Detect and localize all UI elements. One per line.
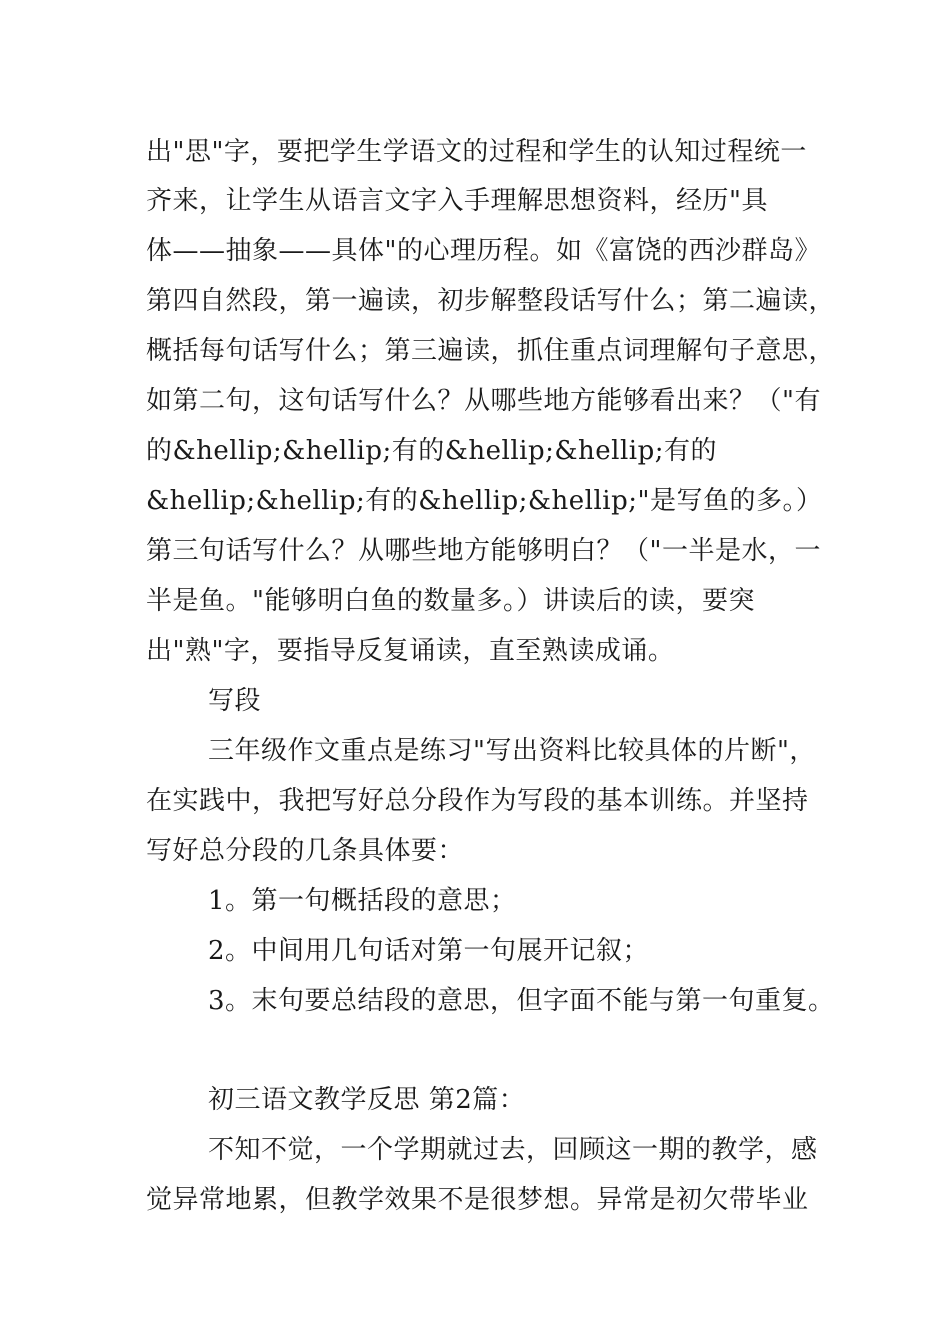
text-line: 的&hellip;&hellip;有的&hellip;&hellip;有的 [146, 436, 718, 466]
list-item: 1。第一句概括段的意思； [208, 886, 517, 916]
text-line: 第三句话写什么？从哪些地方能够明白？（"一半是水，一 [146, 536, 821, 566]
text-line: 齐来，让学生从语言文字入手理解思想资料，经历"具 [146, 186, 768, 216]
text-line: 三年级作文重点是练习"写出资料比较具体的片断"， [208, 736, 816, 766]
text-line: 出"熟"字，要指导反复诵读，直至熟读成诵。 [146, 636, 675, 666]
text-line: 写好总分段的几条具体要： [146, 836, 465, 866]
list-item: 2。中间用几句话对第一句展开记叙； [208, 936, 650, 966]
text-line: 第四自然段，第一遍读，初步解整段话写什么；第二遍读， [146, 286, 836, 316]
text-line: 体——抽象——具体"的心理历程。如《富饶的西沙群岛》 [146, 236, 821, 266]
section-heading: 写段 [208, 686, 262, 716]
text-line: 半是鱼。"能够明白鱼的数量多。）讲读后的读，要突 [146, 586, 755, 616]
text-line: 不知不觉，一个学期就过去，回顾这一期的教学，感 [208, 1135, 818, 1165]
text-line: 概括每句话写什么；第三遍读，抓住重点词理解句子意思， [146, 336, 836, 366]
text-line: 如第二句，这句话写什么？从哪些地方能够看出来？（"有 [146, 386, 821, 416]
article-heading: 初三语文教学反思 第2篇： [208, 1085, 526, 1115]
text-line: &hellip;&hellip;有的&hellip;&hellip;"是写鱼的多。） [146, 486, 823, 516]
text-line: 出"思"字，要把学生学语文的过程和学生的认知过程统一 [146, 137, 807, 167]
list-item: 3。末句要总结段的意思，但字面不能与第一句重复。 [208, 986, 835, 1016]
text-line: 觉异常地累，但教学效果不是很梦想。异常是初欠带毕业 [146, 1185, 809, 1215]
text-line: 在实践中，我把写好总分段作为写段的基本训练。并坚持 [146, 786, 809, 816]
